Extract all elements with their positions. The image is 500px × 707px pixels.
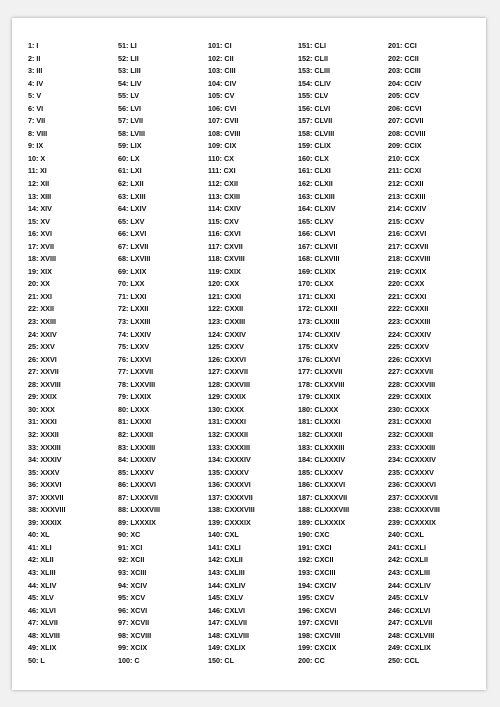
numeral-entry: 163: CLXIII — [298, 191, 335, 201]
numeral-entry: 120: CXX — [208, 279, 240, 289]
numeral-entry: 175: CLXXV — [298, 342, 339, 352]
numeral-entry: 173: CLXXIII — [298, 317, 340, 327]
numeral-entry: 215: CCXV — [388, 216, 425, 226]
numeral-entry: 59: LIX — [118, 141, 142, 151]
numeral-entry: 245: CCXLV — [388, 593, 429, 603]
numeral-entry: 94: XCIV — [118, 580, 148, 590]
numeral-entry: 204: CCIV — [388, 78, 422, 88]
numeral-entry: 146: CXLVI — [208, 605, 246, 615]
numeral-entry: 103: CIII — [208, 66, 236, 76]
numeral-entry: 21: XXI — [28, 291, 52, 301]
numeral-entry: 113: CXIII — [208, 191, 240, 201]
numeral-entry: 93: XCIII — [118, 567, 147, 577]
numeral-entry: 66: LXVI — [118, 229, 147, 239]
numeral-entry: 138: CXXXVIII — [208, 505, 255, 515]
numeral-entry: 111: CXI — [208, 166, 236, 176]
numeral-entry: 32: XXXII — [28, 429, 59, 439]
numeral-entry: 196: CXCVI — [298, 605, 337, 615]
numeral-entry: 89: LXXXIX — [118, 517, 156, 527]
numeral-entry: 179: CLXXIX — [298, 392, 341, 402]
numeral-entry: 86: LXXXVI — [118, 480, 156, 490]
numeral-entry: 208: CCVIII — [388, 128, 426, 138]
numeral-entry: 192: CXCII — [298, 555, 334, 565]
numeral-entry: 151: CLI — [298, 41, 326, 50]
numeral-entry: 228: CCXXVIII — [388, 379, 436, 389]
numeral-entry: 141: CXLI — [208, 542, 241, 552]
numeral-entry: 142: CXLII — [208, 555, 243, 565]
numeral-entry: 20: XX — [28, 279, 50, 289]
numeral-entry: 164: CLXIV — [298, 204, 336, 214]
numeral-column-1 — [28, 40, 118, 667]
numeral-entry: 199: CXCIX — [298, 643, 337, 653]
numeral-columns — [28, 40, 478, 667]
numeral-entry: 15: XV — [28, 216, 50, 226]
numeral-entry: 186: CLXXXVI — [298, 480, 346, 490]
numeral-entry: 246: CCXLVI — [388, 605, 431, 615]
numeral-entry: 22: XXII — [28, 304, 54, 314]
numeral-entry: 184: CLXXXIV — [298, 455, 346, 465]
numeral-entry: 30: XXX — [28, 404, 55, 414]
numeral-entry: 109: CIX — [208, 141, 237, 151]
numeral-entry: 42: XLII — [28, 555, 54, 565]
numeral-entry: 7: VII — [28, 116, 46, 126]
numeral-entry: 17: XVII — [28, 241, 54, 251]
numeral-entry: 171: CLXXI — [298, 291, 336, 301]
numeral-entry: 188: CLXXXVIII — [298, 505, 350, 515]
numeral-entry: 10: X — [28, 153, 46, 163]
numeral-entry: 250: CCL — [388, 655, 420, 665]
numeral-entry: 172: CLXXII — [298, 304, 338, 314]
numeral-entry: 169: CLXIX — [298, 266, 336, 276]
numeral-entry: 14: XIV — [28, 204, 52, 214]
numeral-entry: 248: CCXLVIII — [388, 630, 435, 640]
numeral-entry: 64: LXIV — [118, 204, 147, 214]
numeral-entry: 73: LXXIII — [118, 317, 151, 327]
numeral-entry: 105: CV — [208, 91, 235, 101]
numeral-entry: 129: CXXIX — [208, 392, 246, 402]
numeral-entry: 55: LV — [118, 91, 140, 101]
numeral-entry: 183: CLXXXIII — [298, 442, 345, 452]
numeral-entry: 16: XVI — [28, 229, 52, 239]
numeral-entry: 69: LXIX — [118, 266, 147, 276]
numeral-entry: 26: XXVI — [28, 354, 57, 364]
numeral-entry: 220: CCXX — [388, 279, 425, 289]
numeral-entry: 217: CCXVII — [388, 241, 429, 251]
numeral-entry: 84: LXXXIV — [118, 455, 156, 465]
numeral-entry: 78: LXXVIII — [118, 379, 156, 389]
numeral-entry: 236: CCXXXVI — [388, 480, 436, 490]
numeral-entry: 41: XLI — [28, 542, 52, 552]
numeral-entry: 218: CCXVIII — [388, 254, 431, 264]
numeral-entry: 106: CVI — [208, 103, 237, 113]
numeral-entry: 216: CCXVI — [388, 229, 427, 239]
numeral-entry: 51: LI — [118, 41, 137, 50]
numeral-entry: 160: CLX — [298, 153, 329, 163]
numeral-entry: 127: CXXVII — [208, 367, 248, 377]
numeral-entry: 153: CLIII — [298, 66, 330, 76]
numeral-entry: 27: XXVII — [28, 367, 59, 377]
numeral-entry: 178: CLXXVIII — [298, 379, 345, 389]
numeral-entry: 23: XXIII — [28, 317, 56, 327]
numeral-entry: 242: CCXLII — [388, 555, 428, 565]
numeral-entry: 6: VI — [28, 103, 44, 113]
numeral-entry: 152: CLII — [298, 53, 328, 63]
numeral-entry: 19: XIX — [28, 266, 52, 276]
numeral-entry: 52: LII — [118, 53, 139, 63]
numeral-entry: 60: LX — [118, 153, 140, 163]
numeral-entry: 167: CLXVII — [298, 241, 338, 251]
numeral-entry: 29: XXIX — [28, 392, 57, 402]
numeral-entry: 45: XLV — [28, 593, 54, 603]
numeral-entry: 124: CXXIV — [208, 329, 246, 339]
numeral-entry: 114: CXIV — [208, 204, 241, 214]
numeral-entry: 101: CI — [208, 41, 232, 50]
numeral-entry: 97: XCVII — [118, 618, 150, 628]
numeral-entry: 159: CLIX — [298, 141, 331, 151]
numeral-entry: 157: CLVII — [298, 116, 333, 126]
numeral-entry: 195: CXCV — [298, 593, 335, 603]
numeral-entry: 35: XXXV — [28, 467, 60, 477]
numeral-entry: 205: CCV — [388, 91, 420, 101]
numeral-entry: 240: CCXL — [388, 530, 424, 540]
numeral-entry: 99: XCIX — [118, 643, 148, 653]
numeral-entry: 193: CXCIII — [298, 567, 336, 577]
numeral-entry: 117: CXVII — [208, 241, 243, 251]
numeral-entry: 18: XVIII — [28, 254, 56, 264]
numeral-entry: 176: CLXXVI — [298, 354, 341, 364]
numeral-entry: 102: CII — [208, 53, 234, 63]
numeral-entry: 11: XI — [28, 166, 47, 176]
numeral-entry: 33: XXXIII — [28, 442, 61, 452]
numeral-entry: 118: CXVIII — [208, 254, 245, 264]
numeral-entry: 182: CLXXXII — [298, 429, 343, 439]
numeral-entry: 225: CCXXV — [388, 342, 430, 352]
numeral-entry: 126: CXXVI — [208, 354, 246, 364]
numeral-entry: 46: XLVI — [28, 605, 56, 615]
numeral-entry: 149: CXLIX — [208, 643, 246, 653]
numeral-entry: 83: LXXXIII — [118, 442, 156, 452]
numeral-entry: 222: CCXXII — [388, 304, 429, 314]
numeral-entry: 112: CXII — [208, 179, 238, 189]
numeral-entry: 65: LXV — [118, 216, 145, 226]
numeral-entry: 156: CLVI — [298, 103, 331, 113]
numeral-entry: 50: L — [28, 655, 45, 665]
numeral-entry: 90: XC — [118, 530, 141, 540]
numeral-entry: 61: LXI — [118, 166, 142, 176]
numeral-entry: 177: CLXXVII — [298, 367, 343, 377]
numeral-entry: 80: LXXX — [118, 404, 150, 414]
numeral-entry: 231: CCXXXI — [388, 417, 432, 427]
roman-numeral-chart-page — [12, 18, 486, 690]
numeral-entry: 47: XLVII — [28, 618, 58, 628]
numeral-entry: 229: CCXXIX — [388, 392, 432, 402]
numeral-entry: 133: CXXXIII — [208, 442, 250, 452]
numeral-entry: 211: CCXI — [388, 166, 422, 176]
numeral-entry: 132: CXXXII — [208, 429, 248, 439]
numeral-entry: 110: CX — [208, 153, 234, 163]
numeral-entry: 9: IX — [28, 141, 44, 151]
numeral-entry: 226: CCXXVI — [388, 354, 432, 364]
numeral-entry: 212: CCXII — [388, 179, 424, 189]
numeral-entry: 95: XCV — [118, 593, 146, 603]
numeral-entry: 189: CLXXXIX — [298, 517, 346, 527]
numeral-entry: 150: CL — [208, 655, 234, 665]
numeral-entry: 12: XII — [28, 179, 50, 189]
numeral-entry: 58: LVIII — [118, 128, 146, 138]
numeral-entry: 230: CCXXX — [388, 404, 430, 414]
numeral-entry: 82: LXXXII — [118, 429, 154, 439]
numeral-entry: 48: XLVIII — [28, 630, 60, 640]
numeral-entry: 5: V — [28, 91, 42, 101]
numeral-entry: 88: LXXXVIII — [118, 505, 160, 515]
numeral-entry: 130: CXXX — [208, 404, 244, 414]
numeral-entry: 191: CXCI — [298, 542, 332, 552]
numeral-entry: 237: CCXXXVII — [388, 492, 438, 502]
numeral-entry: 198: CXCVIII — [298, 630, 341, 640]
numeral-entry: 197: CXCVII — [298, 618, 339, 628]
numeral-entry: 162: CLXII — [298, 179, 333, 189]
numeral-entry: 145: CXLV — [208, 593, 244, 603]
numeral-entry: 92: XCII — [118, 555, 145, 565]
numeral-entry: 234: CCXXXIV — [388, 455, 436, 465]
numeral-entry: 247: CCXLVII — [388, 618, 433, 628]
numeral-entry: 206: CCVI — [388, 103, 422, 113]
numeral-entry: 53: LIII — [118, 66, 141, 76]
numeral-entry: 25: XXV — [28, 342, 55, 352]
numeral-entry: 96: XCVI — [118, 605, 148, 615]
numeral-entry: 235: CCXXXV — [388, 467, 434, 477]
numeral-entry: 174: CLXXIV — [298, 329, 341, 339]
numeral-entry: 75: LXXV — [118, 342, 150, 352]
numeral-entry: 243: CCXLIII — [388, 567, 430, 577]
numeral-entry: 244: CCXLIV — [388, 580, 431, 590]
numeral-entry: 13: XIII — [28, 191, 52, 201]
numeral-entry: 85: LXXXV — [118, 467, 154, 477]
numeral-entry: 158: CLVIII — [298, 128, 335, 138]
numeral-entry: 134: CXXXIV — [208, 455, 251, 465]
numeral-entry: 56: LVI — [118, 103, 142, 113]
numeral-entry: 121: CXXI — [208, 291, 242, 301]
numeral-entry: 119: CXIX — [208, 266, 241, 276]
numeral-entry: 8: VIII — [28, 128, 48, 138]
numeral-entry: 34: XXXIV — [28, 455, 62, 465]
numeral-entry: 238: CCXXXVIII — [388, 505, 440, 515]
numeral-entry: 202: CCII — [388, 53, 419, 63]
numeral-entry: 135: CXXXV — [208, 467, 249, 477]
numeral-entry: 200: CC — [298, 655, 325, 665]
numeral-entry: 107: CVII — [208, 116, 239, 126]
numeral-entry: 24: XXIV — [28, 329, 57, 339]
numeral-entry: 137: CXXXVII — [208, 492, 253, 502]
numeral-entry: 63: LXIII — [118, 191, 146, 201]
numeral-entry: 168: CLXVIII — [298, 254, 340, 264]
numeral-entry: 144: CXLIV — [208, 580, 246, 590]
numeral-entry: 40: XL — [28, 530, 50, 540]
numeral-entry: 77: LXXVII — [118, 367, 154, 377]
numeral-entry: 49: XLIX — [28, 643, 57, 653]
numeral-column-3 — [208, 40, 298, 667]
numeral-entry: 201: CCI — [388, 41, 417, 50]
numeral-entry: 4: IV — [28, 78, 44, 88]
numeral-entry: 31: XXXI — [28, 417, 57, 427]
numeral-entry: 37: XXXVII — [28, 492, 64, 502]
numeral-column-4 — [298, 40, 388, 667]
numeral-entry: 3: III — [28, 66, 43, 76]
numeral-entry: 233: CCXXXIII — [388, 442, 436, 452]
numeral-entry: 187: CLXXXVII — [298, 492, 348, 502]
numeral-entry: 203: CCIII — [388, 66, 421, 76]
numeral-entry: 115: CXV — [208, 216, 239, 226]
numeral-entry: 100: C — [118, 655, 140, 665]
numeral-entry: 1: I — [28, 41, 39, 50]
numeral-entry: 125: CXXV — [208, 342, 244, 352]
numeral-entry: 104: CIV — [208, 78, 237, 88]
numeral-entry: 139: CXXXIX — [208, 517, 251, 527]
numeral-entry: 209: CCIX — [388, 141, 422, 151]
numeral-entry: 213: CCXIII — [388, 191, 426, 201]
numeral-entry: 57: LVII — [118, 116, 144, 126]
numeral-entry: 155: CLV — [298, 91, 329, 101]
numeral-entry: 223: CCXXIII — [388, 317, 431, 327]
numeral-entry: 227: CCXXVII — [388, 367, 434, 377]
numeral-entry: 122: CXXII — [208, 304, 244, 314]
numeral-entry: 39: XXXIX — [28, 517, 62, 527]
numeral-entry: 43: XLIII — [28, 567, 56, 577]
numeral-entry: 232: CCXXXII — [388, 429, 434, 439]
numeral-entry: 249: CCXLIX — [388, 643, 431, 653]
numeral-entry: 68: LXVIII — [118, 254, 151, 264]
numeral-entry: 76: LXXVI — [118, 354, 152, 364]
numeral-entry: 131: CXXXI — [208, 417, 246, 427]
numeral-entry: 54: LIV — [118, 78, 142, 88]
numeral-entry: 181: CLXXXI — [298, 417, 341, 427]
numeral-entry: 72: LXXII — [118, 304, 149, 314]
numeral-entry: 116: CXVI — [208, 229, 241, 239]
numeral-entry: 165: CLXV — [298, 216, 334, 226]
numeral-entry: 91: XCI — [118, 542, 143, 552]
numeral-entry: 62: LXII — [118, 179, 144, 189]
numeral-entry: 194: CXCIV — [298, 580, 337, 590]
numeral-entry: 44: XLIV — [28, 580, 57, 590]
numeral-entry: 136: CXXXVI — [208, 480, 251, 490]
numeral-entry: 166: CLXVI — [298, 229, 336, 239]
numeral-entry: 140: CXL — [208, 530, 239, 540]
numeral-entry: 38: XXXVIII — [28, 505, 66, 515]
numeral-entry: 219: CCXIX — [388, 266, 427, 276]
numeral-entry: 74: LXXIV — [118, 329, 152, 339]
numeral-entry: 143: CXLIII — [208, 567, 245, 577]
numeral-entry: 180: CLXXX — [298, 404, 339, 414]
numeral-entry: 154: CLIV — [298, 78, 331, 88]
numeral-entry: 98: XCVIII — [118, 630, 152, 640]
numeral-entry: 224: CCXXIV — [388, 329, 432, 339]
numeral-entry: 221: CCXXI — [388, 291, 427, 301]
numeral-entry: 70: LXX — [118, 279, 145, 289]
numeral-entry: 108: CVIII — [208, 128, 241, 138]
numeral-entry: 241: CCXLI — [388, 542, 426, 552]
numeral-entry: 36: XXXVI — [28, 480, 62, 490]
numeral-entry: 81: LXXXI — [118, 417, 152, 427]
numeral-entry: 123: CXXIII — [208, 317, 246, 327]
numeral-column-2 — [118, 40, 208, 667]
numeral-entry: 190: CXC — [298, 530, 330, 540]
numeral-entry: 67: LXVII — [118, 241, 149, 251]
numeral-entry: 79: LXXIX — [118, 392, 152, 402]
numeral-entry: 2: II — [28, 53, 41, 63]
numeral-entry: 28: XXVIII — [28, 379, 61, 389]
numeral-entry: 161: CLXI — [298, 166, 331, 176]
numeral-entry: 214: CCXIV — [388, 204, 427, 214]
numeral-entry: 239: CCXXXIX — [388, 517, 436, 527]
numeral-entry: 147: CXLVII — [208, 618, 248, 628]
numeral-entry: 207: CCVII — [388, 116, 424, 126]
numeral-entry: 128: CXXVIII — [208, 379, 250, 389]
numeral-entry: 87: LXXXVII — [118, 492, 158, 502]
numeral-column-5 — [388, 40, 478, 667]
numeral-entry: 170: CLXX — [298, 279, 334, 289]
numeral-entry: 210: CCX — [388, 153, 420, 163]
numeral-entry: 148: CXLVIII — [208, 630, 250, 640]
numeral-entry: 185: CLXXXV — [298, 467, 344, 477]
numeral-entry: 71: LXXI — [118, 291, 147, 301]
